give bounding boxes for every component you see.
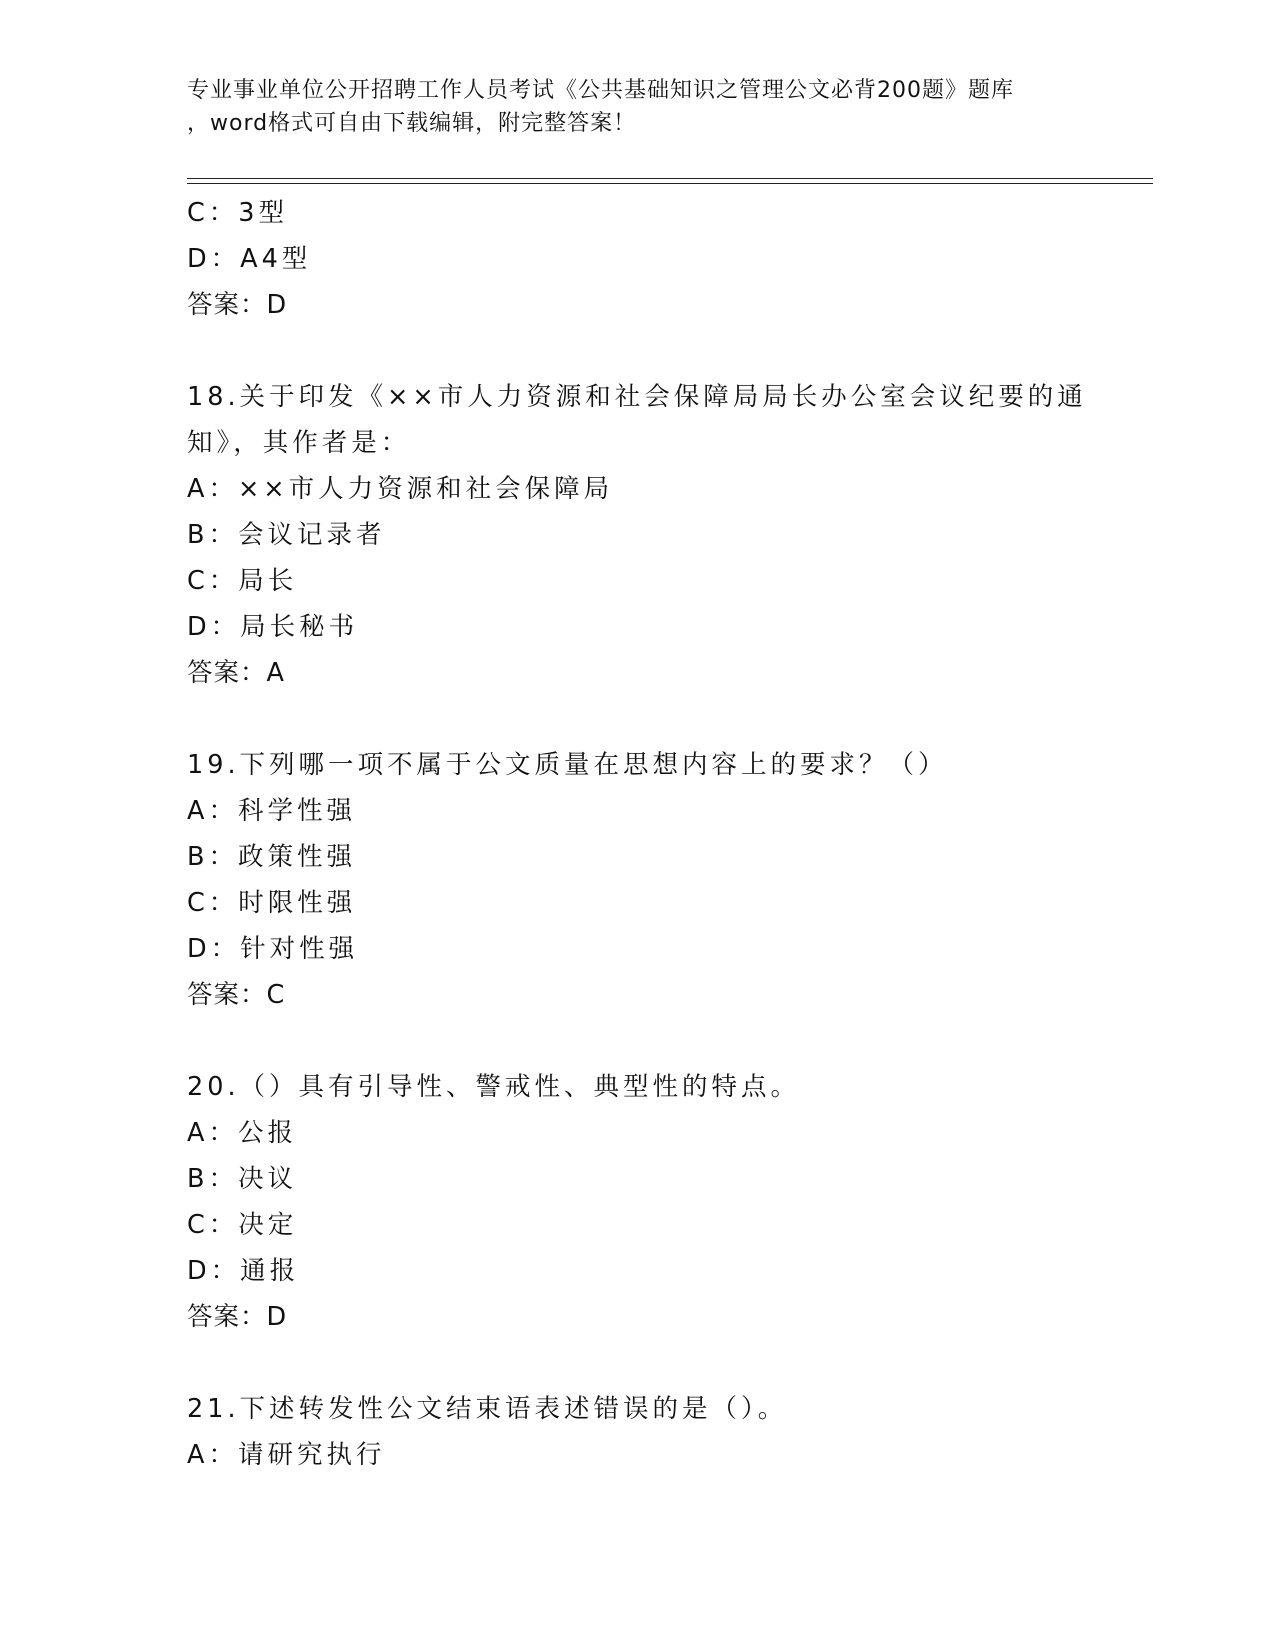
option-d: D：A4型 (187, 244, 312, 274)
question-17-continuation (187, 190, 1127, 328)
question-stem: 18.关于印发《××市人力资源和社会保障局局长办公室会议纪要的通 (187, 382, 1087, 412)
question-stem: 21.下述转发性公文结束语表述错误的是（）。 (187, 1394, 788, 1424)
option-c: C：局长 (187, 566, 298, 596)
answer-line: 答案：D (187, 1302, 288, 1332)
option-b: B：决议 (187, 1164, 297, 1194)
question-list (187, 190, 1127, 1478)
option-a: A：××市人力资源和社会保障局 (187, 474, 614, 504)
spacer (187, 1340, 1127, 1386)
spacer (187, 1018, 1127, 1064)
question-21 (187, 1386, 1127, 1478)
question-19 (187, 742, 1127, 1018)
option-d: D：通报 (187, 1256, 300, 1286)
spacer (187, 696, 1127, 742)
header-divider-bottom (187, 183, 1153, 184)
option-a: A：科学性强 (187, 796, 356, 826)
header-title-line-2: ，word格式可自由下载编辑，附完整答案！ (187, 111, 637, 136)
answer-line: 答案：C (187, 980, 286, 1010)
option-a: A：公报 (187, 1118, 297, 1148)
option-c: C：3型 (187, 198, 289, 228)
spacer (187, 328, 1127, 374)
option-c: C：决定 (187, 1210, 298, 1240)
document-header (187, 74, 1107, 140)
option-d: D：局长秘书 (187, 612, 359, 642)
option-b: B：政策性强 (187, 842, 356, 872)
header-divider-top (187, 178, 1153, 179)
question-stem: 20.（）具有引导性、警戒性、典型性的特点。 (187, 1072, 801, 1102)
question-stem: 知》，其作者是： (187, 428, 411, 458)
option-d: D：针对性强 (187, 934, 359, 964)
question-18 (187, 374, 1127, 696)
question-stem: 19.下列哪一项不属于公文质量在思想内容上的要求？（） (187, 750, 948, 780)
answer-line: 答案：A (187, 658, 285, 688)
option-c: C：时限性强 (187, 888, 357, 918)
option-a: A：请研究执行 (187, 1440, 386, 1470)
option-b: B：会议记录者 (187, 520, 386, 550)
answer-line: 答案：D (187, 290, 288, 320)
question-20 (187, 1064, 1127, 1340)
header-title-line-1: 专业事业单位公开招聘工作人员考试《公共基础知识之管理公文必背200题》题库 (187, 78, 1014, 103)
